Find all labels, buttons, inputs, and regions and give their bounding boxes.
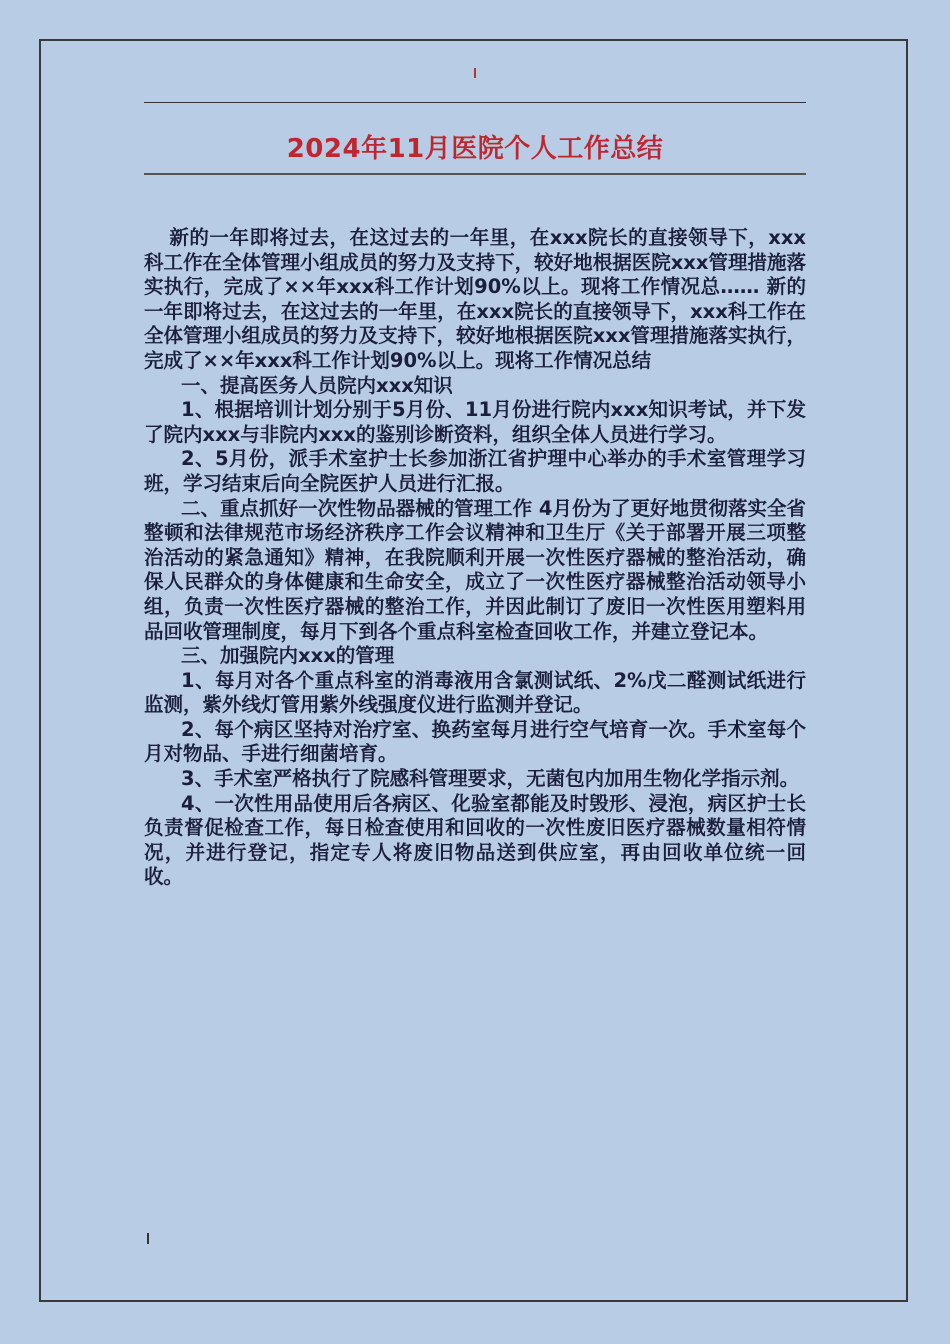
paragraph-item: 3、手术室严格执行了院感科管理要求，无菌包内加用生物化学指示剂。 (181, 767, 800, 791)
paragraph-item: 1、根据培训计划分别于5月份、11月份进行院内xxx知识考试，并下发了院内xxx与非院内xxx的鉴别诊断资料，组织全体人员进行学习。 (144, 398, 806, 446)
section-heading-2: 二、重点抓好一次性物品器械的管理工作 4月份为了更好地贯彻落实全省整顿和法律规范市场经济秩序工作会议精神和卫生厅《关于部署开展三项整治活动的紧急通知》精神，在我院顺利开展一次性医疗器械的整治活动，确保人民群众的身体健康和生命安全，成立了一次性医疗器械整治活动领导小组，负责一次性医疗器械的整治工作，并因此制订了废旧一次性医用塑料用品回收管理制度，每月下到各个重点科室检查回收工作，并建立登记本。 (144, 496, 806, 643)
document-body (144, 226, 806, 890)
document-title: 2024年11月医院个人工作总结 (286, 134, 664, 164)
paragraph-item: 2、5月份，派手术室护士长参加浙江省护理中心举办的手术室管理学习班，学习结束后向全院医护人员进行汇报。 (144, 447, 806, 495)
header-cursor-mark (474, 68, 476, 78)
paragraph-item: 4、一次性用品使用后各病区、化验室都能及时毁形、浸泡，病区护士长负责督促检查工作，每日检查使用和回收的一次性废旧医疗器械数量相符情况，并进行登记，指定专人将废旧物品送到供应室，再由回收单位统一回收。 (144, 791, 806, 889)
header-divider (144, 102, 806, 103)
footer-cursor-mark (147, 1233, 149, 1244)
section-heading-1: 一、提高医务人员院内xxx知识 (181, 373, 453, 397)
paragraph-item: 1、每月对各个重点科室的消毒液用含氯测试纸、2%戊二醛测试纸进行监测，紫外线灯管用紫外线强度仪进行监测并登记。 (144, 668, 806, 717)
paragraph-intro: 新的一年即将过去，在这过去的一年里，在xxx院长的直接领导下，xxx科工作在全体管理小组成员的努力及支持下，较好地根据医院xxx管理措施落实执行，完成了××年xxx科工作计划90%以上。现将工作情况总…… 新的一年即将过去，在这过去的一年里，在xxx院长的直接领导下，xxx科工作在全体管理小组成员的努力及支持下，较好地根据医院xxx管理措施落实执行，完成了××年xxx科工作计划90%以上。现将工作情况总结 (144, 226, 806, 372)
title-divider (144, 173, 806, 175)
section-heading-3: 三、加强院内xxx的管理 (181, 644, 395, 668)
paragraph-item: 2、每个病区坚持对治疗室、换药室每月进行空气培育一次。手术室每个月对物品、手进行细菌培育。 (144, 717, 806, 766)
